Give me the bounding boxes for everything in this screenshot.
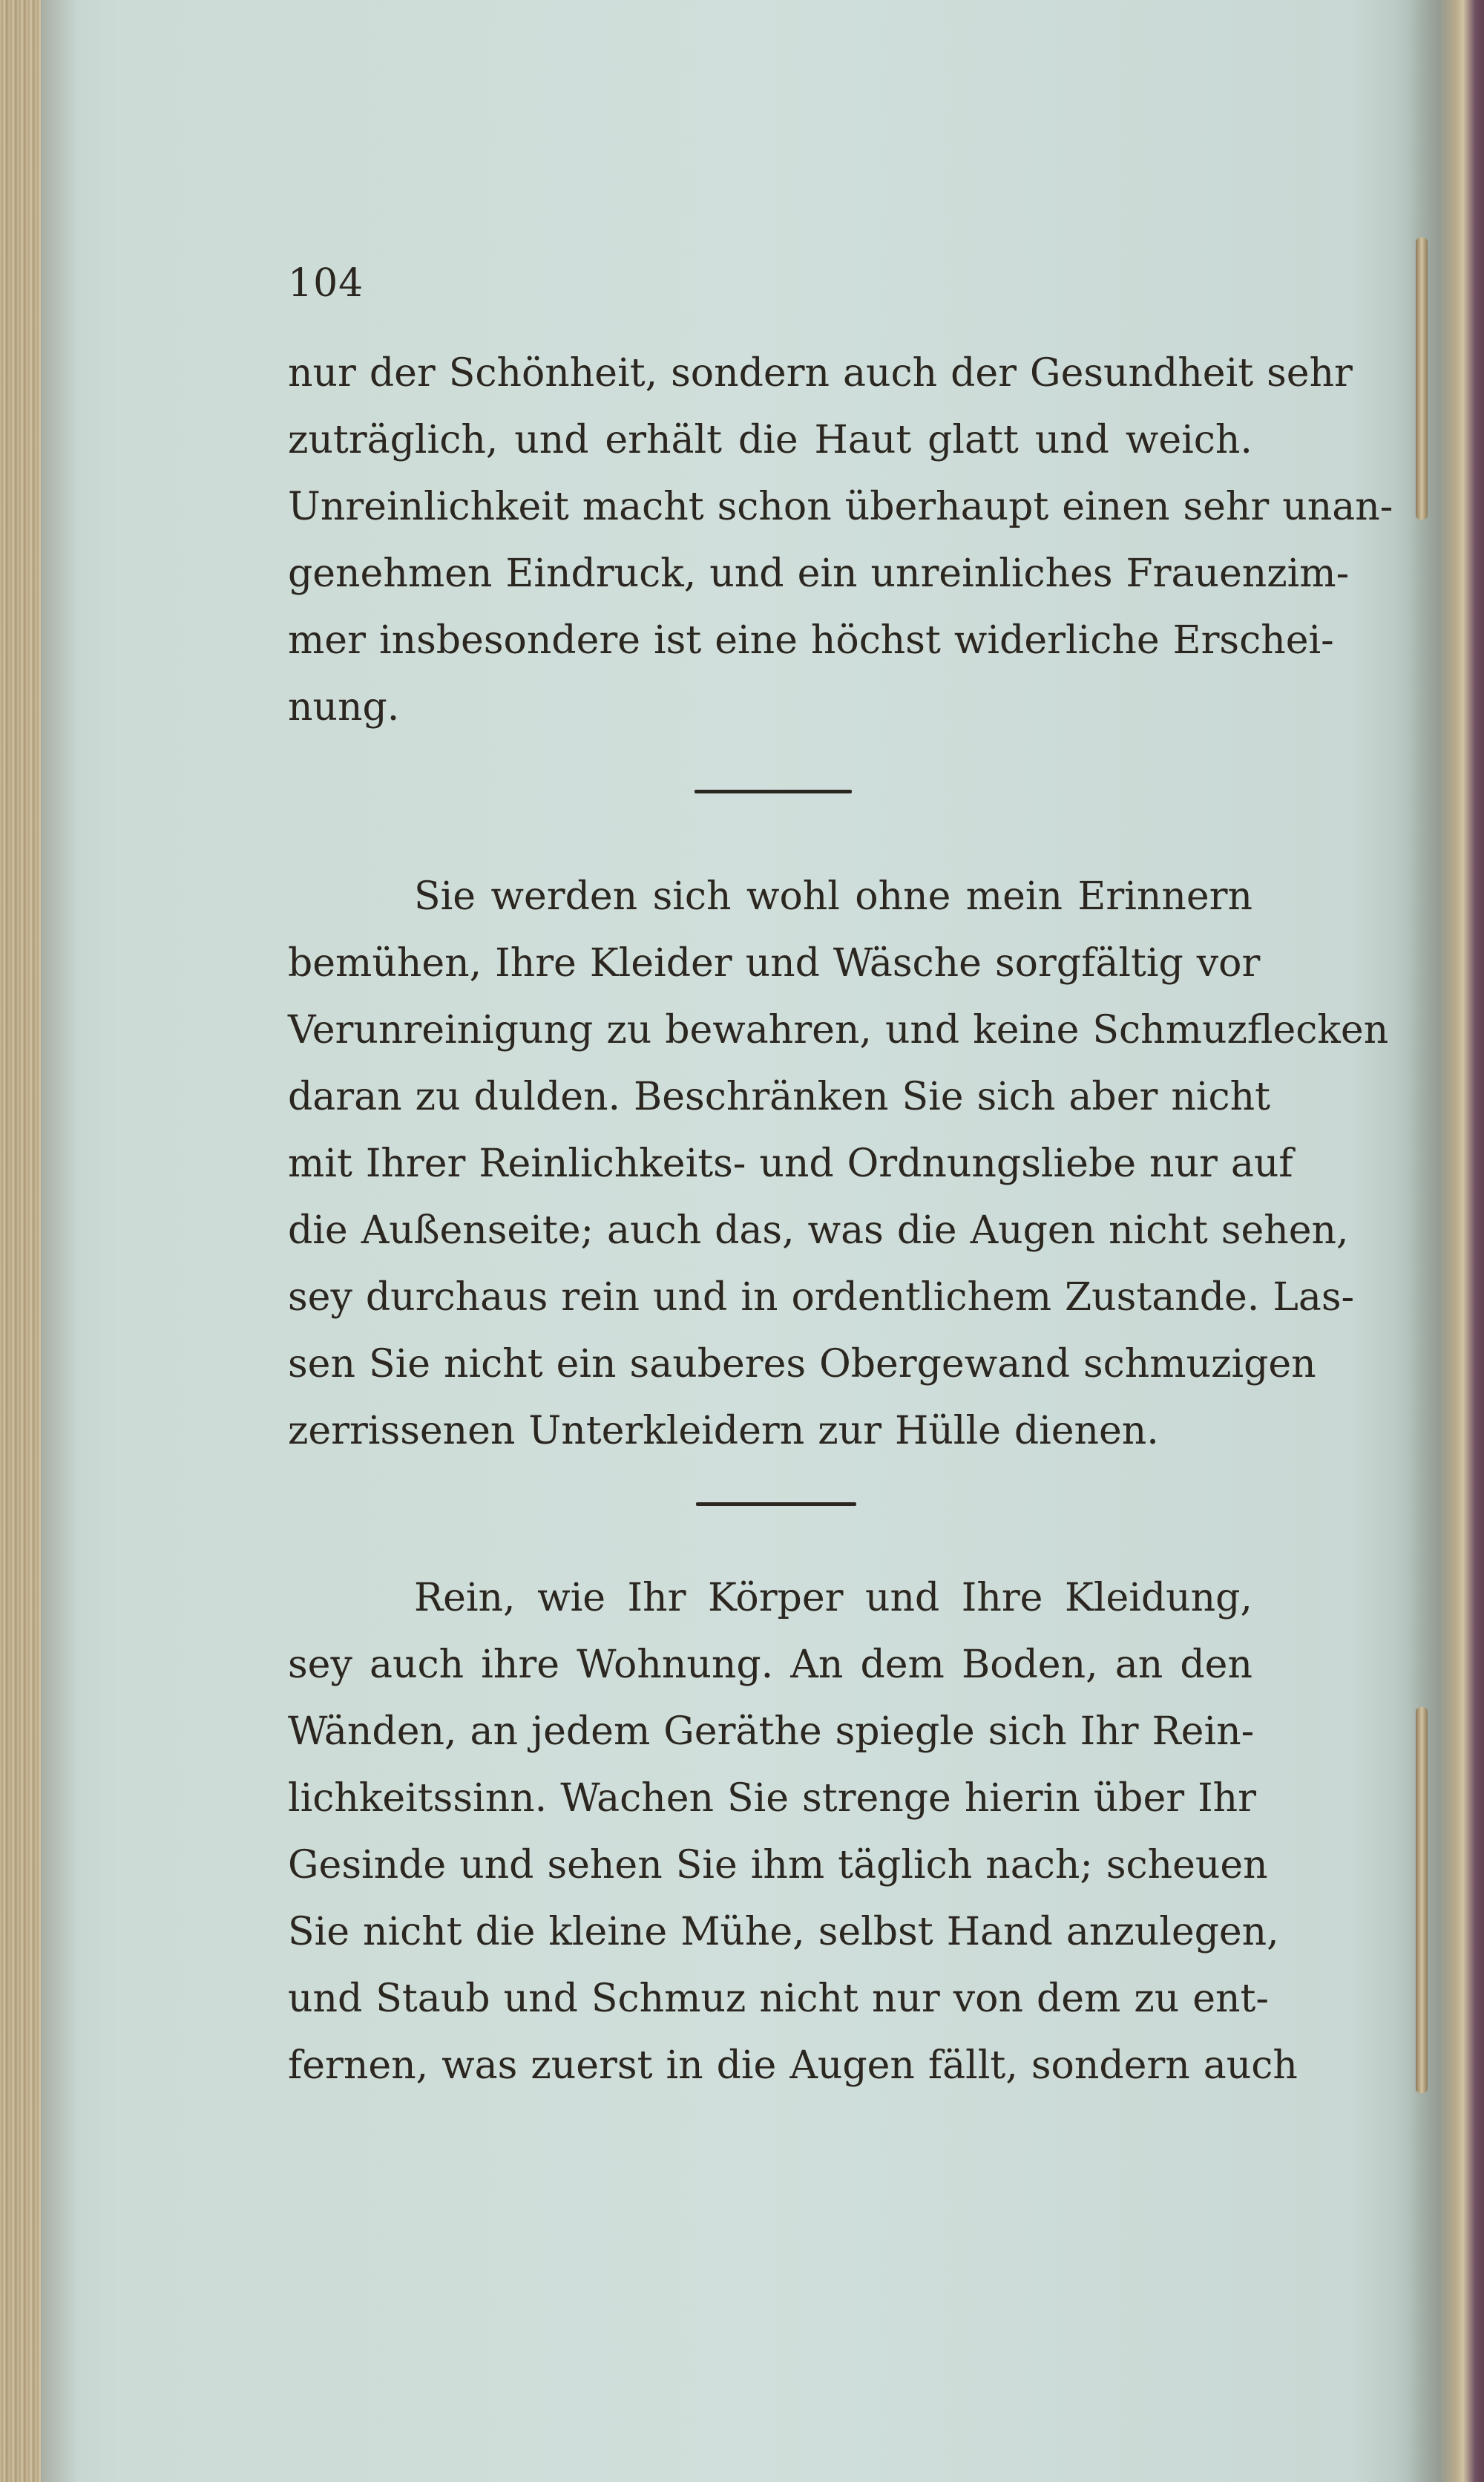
word: auch <box>369 1643 464 1687</box>
word: Sie <box>368 1342 430 1386</box>
word: was <box>441 2043 518 2088</box>
word: eine <box>715 618 798 663</box>
word: und <box>1034 418 1109 462</box>
word: Hand <box>946 1910 1053 1954</box>
word: jedem <box>531 1709 651 1754</box>
word: Augen <box>789 2043 915 2088</box>
word: bemühen, <box>288 941 482 986</box>
word: An <box>790 1643 844 1687</box>
word: mein <box>965 874 1063 919</box>
word: sich <box>652 874 732 919</box>
word: dienen. <box>1014 1409 1159 1453</box>
word: nur <box>288 351 356 396</box>
word: kleine <box>548 1910 668 1954</box>
word: wohl <box>746 874 840 919</box>
word: Wänden, <box>288 1709 457 1754</box>
text-line <box>288 1130 1293 1197</box>
word: dem <box>860 1643 945 1687</box>
word: fernen, <box>288 2043 429 2088</box>
word: Rein, <box>414 1576 516 1620</box>
word: nur <box>871 1977 940 2021</box>
word: keine <box>973 1008 1080 1052</box>
section-divider <box>696 1502 856 1506</box>
word: wie <box>537 1576 606 1620</box>
page-number: 104 <box>288 261 364 306</box>
word: in <box>741 1275 778 1320</box>
word: sehr <box>1183 485 1270 529</box>
word: Unterkleidern <box>528 1409 805 1453</box>
word: Frauenzim- <box>1126 551 1350 596</box>
word: bewahren, <box>665 1008 872 1052</box>
paragraph-3 <box>288 1565 1298 2099</box>
word: den <box>1180 1643 1252 1687</box>
word: und <box>459 1843 534 1887</box>
word: Geräthe <box>663 1709 822 1754</box>
word: an <box>1114 1643 1163 1687</box>
word: Unreinlichkeit <box>288 485 569 529</box>
text-line <box>288 1398 1266 1464</box>
text-line <box>288 407 1266 474</box>
word: was <box>807 1208 884 1253</box>
word: und <box>759 1142 834 1186</box>
word: sehen <box>547 1843 663 1887</box>
word: Augen <box>970 1208 1096 1253</box>
word: Hülle <box>894 1409 1001 1453</box>
text-line <box>288 1765 1266 1832</box>
word: durchaus <box>365 1275 548 1320</box>
word: sich <box>988 1709 1067 1754</box>
word: vor <box>1196 941 1261 986</box>
text-line <box>288 1965 1269 2032</box>
word: Sie <box>414 874 476 919</box>
word: ent- <box>1192 1977 1269 2021</box>
word: überhaupt <box>844 485 1049 529</box>
word: Ihre <box>961 1576 1043 1620</box>
word: der <box>951 351 1017 396</box>
word: ohne <box>855 874 951 919</box>
word: Ihr <box>627 1576 686 1620</box>
word: auch <box>1203 2043 1298 2088</box>
word: Rein- <box>1152 1709 1255 1754</box>
word: auf <box>1230 1142 1293 1186</box>
word: und <box>884 1008 960 1052</box>
word: Sie <box>727 1776 789 1821</box>
word: zur <box>818 1409 881 1453</box>
text-line <box>288 1064 1270 1130</box>
word: in <box>666 2043 703 2088</box>
word: zuträglich, <box>288 418 499 462</box>
word: Mühe, <box>680 1910 805 1954</box>
word: ist <box>654 618 702 663</box>
word: Erschei- <box>1172 618 1334 663</box>
word: Kleider <box>589 941 732 986</box>
word: scheuen <box>1106 1843 1268 1887</box>
paragraph-2 <box>288 863 1389 1464</box>
word: zu <box>1134 1977 1180 2021</box>
word: Staub <box>375 1977 490 2021</box>
word: einen <box>1062 485 1170 529</box>
text-line <box>288 1698 1266 1765</box>
word: und <box>745 941 820 986</box>
word: daran <box>288 1075 402 1119</box>
word: aber <box>1068 1075 1158 1119</box>
word: nicht <box>759 1977 858 2021</box>
word: und <box>653 1275 728 1320</box>
word: von <box>953 1977 1023 2021</box>
word: hierin <box>964 1776 1080 1821</box>
text-line <box>288 540 1350 607</box>
word: der <box>369 351 436 396</box>
word: die <box>738 418 798 462</box>
word: zuerst <box>531 2043 653 2088</box>
word: über <box>1093 1776 1185 1821</box>
word: Ihr <box>1080 1709 1139 1754</box>
word: Sie <box>288 1910 350 1954</box>
word: sey <box>288 1275 352 1320</box>
word: mer <box>288 618 366 663</box>
word: Ihrer <box>365 1142 466 1186</box>
word: ihre <box>481 1643 559 1687</box>
word: täglich <box>838 1843 973 1887</box>
word: Ihre <box>495 941 577 986</box>
word: unan- <box>1282 485 1393 529</box>
word: sorgfältig <box>994 941 1183 986</box>
word: und <box>514 418 589 462</box>
word: die <box>288 1208 348 1253</box>
text-line <box>288 340 1353 407</box>
word: mit <box>288 1142 352 1186</box>
word: das, <box>715 1208 795 1253</box>
word: sondern <box>1031 2043 1190 2088</box>
word: nicht <box>1109 1208 1208 1253</box>
text-line <box>288 1899 1279 1965</box>
word: Verunreinigung <box>288 1008 594 1052</box>
word: Schönheit, <box>448 351 658 396</box>
word: Reinlichkeits- <box>479 1142 746 1186</box>
word: Sie <box>902 1075 964 1119</box>
word: zu <box>606 1008 652 1052</box>
word: unreinliches <box>870 551 1113 596</box>
word: sich <box>976 1075 1056 1119</box>
word: sehen, <box>1221 1208 1349 1253</box>
word: Ihr <box>1198 1776 1256 1821</box>
word: schmuzigen <box>1083 1342 1316 1386</box>
text-line <box>288 674 1266 741</box>
word: Wäsche <box>833 941 982 986</box>
section-divider <box>695 790 852 793</box>
word: die <box>896 1208 957 1253</box>
word: Schmuz <box>591 1977 746 2021</box>
word: ein <box>797 551 858 596</box>
text-line <box>288 1331 1316 1398</box>
word: Beschränken <box>634 1075 889 1119</box>
word: dulden. <box>473 1075 621 1119</box>
word: sen <box>288 1342 355 1386</box>
word: Gesundheit <box>1030 351 1254 396</box>
word: an <box>470 1709 518 1754</box>
word: sey <box>288 1643 352 1687</box>
word: nach; <box>985 1843 1093 1887</box>
word: nur <box>1149 1142 1218 1186</box>
word: Obergewand <box>819 1342 1070 1386</box>
text-line <box>288 1631 1266 1698</box>
word: ordentlichem <box>791 1275 1052 1320</box>
word: fällt, <box>928 2043 1018 2088</box>
text-line <box>288 1565 1266 1631</box>
word: sondern <box>671 351 830 396</box>
word: Eindruck, <box>505 551 697 596</box>
word: werden <box>490 874 638 919</box>
word: Gesinde <box>288 1843 447 1887</box>
word: Wachen <box>560 1776 715 1821</box>
word: genehmen <box>288 551 493 596</box>
word: Wohnung. <box>577 1643 774 1687</box>
word: auch <box>607 1208 702 1253</box>
word: nung. <box>288 685 400 730</box>
word: rein <box>561 1275 640 1320</box>
word: Erinnern <box>1077 874 1252 919</box>
word: Kleidung, <box>1064 1576 1252 1620</box>
word: Schmuzflecken <box>1092 1008 1389 1052</box>
text-line <box>288 863 1266 930</box>
word: nicht <box>363 1910 462 1954</box>
word: weich. <box>1125 418 1252 462</box>
word: Körper <box>707 1576 844 1620</box>
word: nicht <box>1171 1075 1270 1119</box>
word: und <box>865 1576 940 1620</box>
text-line <box>288 1832 1266 1899</box>
word: zu <box>415 1075 461 1119</box>
word: anzulegen, <box>1066 1910 1279 1954</box>
word: Haut <box>814 418 912 462</box>
word: insbesondere <box>378 618 640 663</box>
word: auch <box>843 351 938 396</box>
word: ihm <box>750 1843 825 1887</box>
word: Außenseite; <box>361 1208 594 1253</box>
text-line <box>288 474 1393 540</box>
paragraph-1 <box>288 340 1393 741</box>
text-line <box>288 930 1266 997</box>
text-line <box>288 1264 1355 1331</box>
word: strenge <box>802 1776 951 1821</box>
word: Las- <box>1273 1275 1355 1320</box>
word: Zustande. <box>1065 1275 1260 1320</box>
text-line <box>288 607 1334 674</box>
word: die <box>475 1910 536 1954</box>
word: Sie <box>675 1843 738 1887</box>
text-line <box>288 997 1389 1064</box>
word: und <box>288 1977 363 2021</box>
text-line <box>288 1197 1349 1264</box>
word: sauberes <box>629 1342 807 1386</box>
word: höchst <box>810 618 941 663</box>
word: glatt <box>928 418 1019 462</box>
word: und <box>709 551 784 596</box>
word: selbst <box>818 1910 933 1954</box>
word: sehr <box>1267 351 1353 396</box>
word: dem <box>1036 1977 1121 2021</box>
word: schon <box>717 485 832 529</box>
word: spiegle <box>835 1709 975 1754</box>
word: zerrissenen <box>288 1409 516 1453</box>
word: macht <box>582 485 704 529</box>
word: widerliche <box>953 618 1160 663</box>
word: die <box>716 2043 777 2088</box>
word: lichkeitssinn. <box>288 1776 548 1821</box>
word: nicht <box>443 1342 543 1386</box>
text-line <box>288 2032 1298 2099</box>
word: ein <box>556 1342 617 1386</box>
word: erhält <box>605 418 723 462</box>
word: Boden, <box>962 1643 1098 1687</box>
word: Ordnungsliebe <box>847 1142 1136 1186</box>
word: und <box>503 1977 578 2021</box>
